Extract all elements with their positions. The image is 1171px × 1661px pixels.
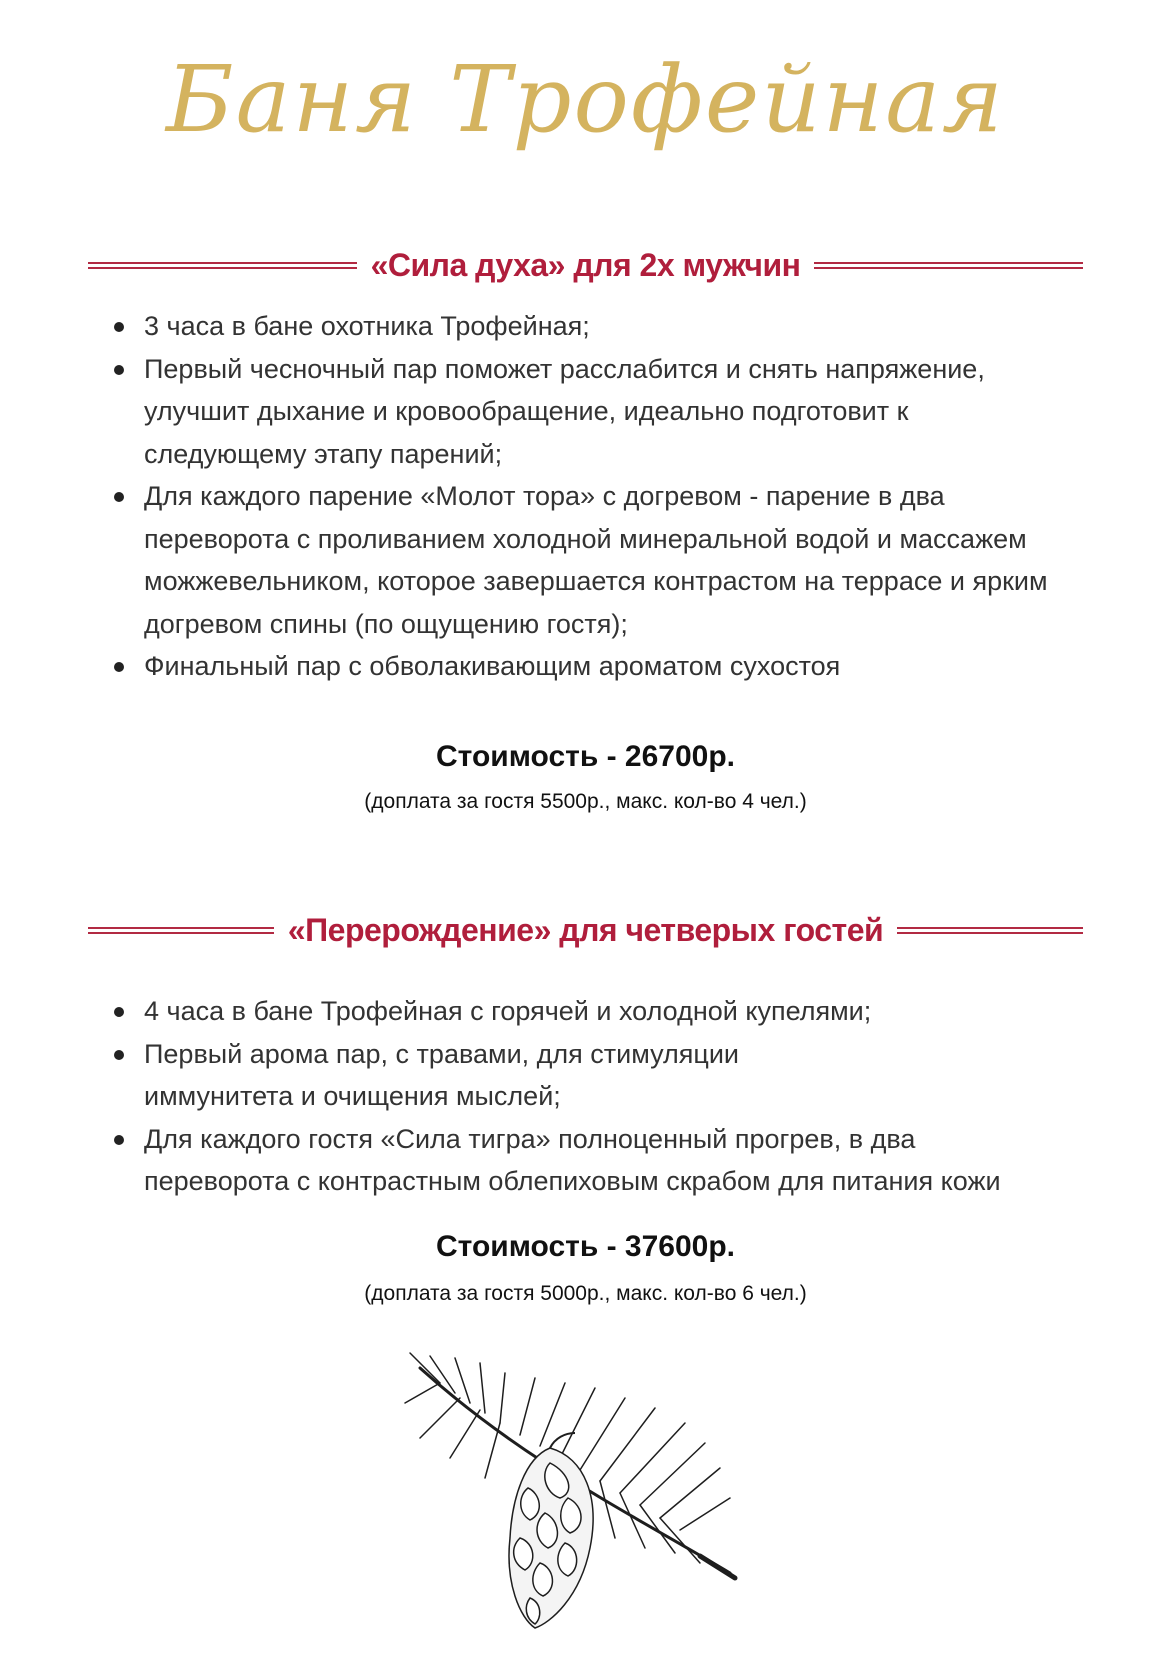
price-1: Стоимость - 26700р. [435,740,736,773]
section-1-bullet-list [110,305,1050,688]
page-title: Баня Трофейная [166,46,1005,153]
list-item: 4 часа в бане Трофейная с горячей и холодной купелями; [110,990,1040,1033]
divider-right [814,262,1083,269]
price-2: Стоимость - 37600р. [435,1230,736,1263]
price-note-1: (доплата за гостя 5500р., макс. кол-во 4 чел.) [364,790,807,813]
divider-left [88,262,357,269]
divider-left [88,927,274,934]
divider-right [897,927,1083,934]
section-header-1 [88,240,1083,290]
list-item: Первый чесночный пар поможет расслабится и снять напряжение, улучшит дыхание и кровообращение, идеально подготовит к следующему этапу парений; [110,348,1050,476]
price-note-2: (доплата за гостя 5000р., макс. кол-во 6 чел.) [364,1282,807,1305]
list-item: Финальный пар с обволакивающим ароматом сухостоя [110,645,1050,688]
list-item: Для каждого парение «Молот тора» с догревом - парение в два переворота с проливанием холодной минеральной водой и массажем можжевельником, которое завершается контрастом на террасе и ярким догревом спины (по ощущению гостя); [110,475,1050,645]
section-2-bullet-list [110,990,1040,1203]
list-item: Для каждого гостя «Сила тигра» полноценный прогрев, в два переворота с контрастным облепиховым скрабом для питания кожи [110,1118,1040,1203]
section-header-2 [88,905,1083,955]
section-heading: «Перерождение» для четверых гостей [287,911,884,948]
list-item: 3 часа в бане охотника Трофейная; [110,305,1050,348]
pine-branch-icon [400,1348,760,1638]
list-item: Первый арома пар, с травами, для стимуляции иммунитета и очищения мыслей; [110,1033,1040,1118]
section-heading: «Сила духа» для 2х мужчин [370,246,801,283]
